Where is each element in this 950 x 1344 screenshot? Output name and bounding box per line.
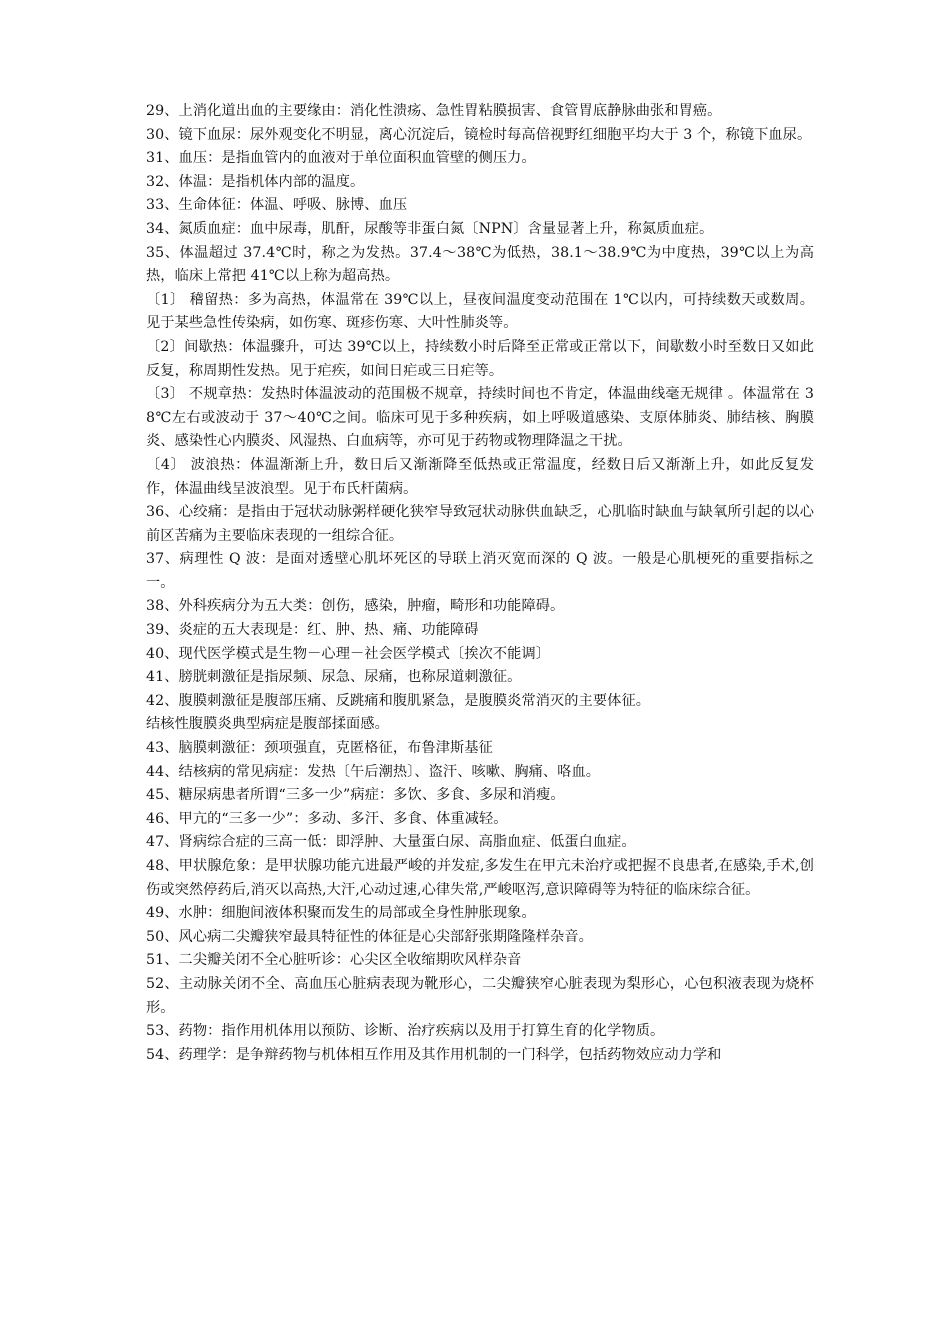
item-49: 49、水肿：细胞间液体积聚而发生的局部或全身性肿胀现象。 bbox=[146, 905, 536, 922]
item-50: 50、风心病二尖瓣狭窄最具特征性的体征是心尖部舒张期隆隆样杂音。 bbox=[146, 928, 593, 945]
item-34: 34、氮质血症：血中尿毒，肌酐，尿酸等非蛋白氮〔NPN〕含量显著上升，称氮质血症。 bbox=[146, 220, 714, 237]
item-35-sub-1: 〔1〕 稽留热：多为高热，体温常在 39℃以上，昼夜间温度变动范围在 1℃以内，可持续数天或数周。见于某些急性传染病，如伤寒、斑疹伤寒、大叶性肺炎等。 bbox=[146, 291, 814, 332]
item-44: 44、结核病的常见病症：发热〔午后潮热〕、盗汗、咳嗽、胸痛、咯血。 bbox=[146, 763, 601, 780]
document-page bbox=[146, 100, 814, 1067]
item-54: 54、药理学：是争辩药物与机体相互作用及其作用机制的一门科学，包括药物效应动力学和 bbox=[146, 1046, 722, 1063]
item-45: 45、糖尿病患者所谓“三多一少”病症：多饮、多食、多尿和消瘦。 bbox=[146, 787, 565, 804]
item-40: 40、现代医学模式是生物－心理－社会医学模式〔挨次不能调〕 bbox=[146, 645, 551, 662]
item-43: 43、脑膜刺激征：颈项强直，克匿格征，布鲁津斯基征 bbox=[146, 740, 493, 757]
item-37: 37、病理性 Q 波：是面对透壁心肌坏死区的导联上消灭宽而深的 Q 波。一般是心肌梗死的重要指标之一。 bbox=[146, 551, 814, 591]
item-53: 53、药物：指作用机体用以预防、诊断、治疗疾病以及用于打算生育的化学物质。 bbox=[146, 1023, 665, 1040]
item-32: 32、体温：是指机体内部的温度。 bbox=[146, 173, 365, 190]
item-51: 51、二尖瓣关闭不全心脏听诊：心尖区全收缩期吹风样杂音 bbox=[146, 952, 522, 969]
item-29: 29、上消化道出血的主要缘由：消化性溃疡、急性胃粘膜损害、食管胃底静脉曲张和胃癌。 bbox=[146, 103, 722, 119]
item-35-sub-2: 〔2〕间歇热：体温骤升，可达 39℃以上，持续数小时后降至正常或正常以下，间歇数小时至数日又如此反复，称周期性发热。见于疟疾，如间日疟或三日疟等。 bbox=[146, 338, 814, 379]
item-42-note: 结核性腹膜炎典型病症是腹部揉面感。 bbox=[146, 716, 389, 733]
item-47: 47、肾病综合症的三高一低：即浮肿、大量蛋白尿、高脂血症、低蛋白血症。 bbox=[146, 834, 636, 851]
item-35-sub-4: 〔4〕 波浪热：体温渐渐上升，数日后又渐渐降至低热或正常温度，经数日后又渐渐上升，如此反复发作，体温曲线呈波浪型。见于布氏杆菌病。 bbox=[146, 456, 814, 497]
item-42: 42、腹膜刺激征是腹部压痛、反跳痛和腹肌紧急，是腹膜炎常消灭的主要体征。 bbox=[146, 692, 651, 709]
item-38: 38、外科疾病分为五大类：创伤，感染，肿瘤，畸形和功能障碍。 bbox=[146, 598, 565, 615]
item-46: 46、甲亢的“三多一少”：多动、多汗、多食、体重减轻。 bbox=[146, 810, 508, 827]
item-35: 35、体温超过 37.4℃时，称之为发热。37.4～38℃为低热，38.1～38.9℃为中度热，39℃以上为高热，临床上常把 41℃以上称为超高热。 bbox=[146, 244, 814, 285]
item-48: 48、甲状腺危象：是甲状腺功能亢进最严峻的并发症,多发生在甲亢未治疗或把握不良患者,在感染,手术,创伤或突然停药后,消灭以高热,大汗,心动过速,心律失常,严峻呕泻,意识障碍等为特征的临床综合征。 bbox=[146, 858, 814, 898]
item-52: 52、主动脉关闭不全、高血压心脏病表现为靴形心，二尖瓣狭窄心脏表现为梨形心，心包积液表现为烧杯形。 bbox=[146, 975, 814, 1016]
item-39: 39、炎症的五大表现是：红、肿、热、痛、功能障碍 bbox=[146, 622, 479, 639]
item-30: 30、镜下血尿：尿外观变化不明显，离心沉淀后，镜检时每高倍视野红细胞平均大于 3 个，称镜下血尿。 bbox=[146, 126, 812, 143]
item-35-sub-3: 〔3〕 不规章热：发热时体温波动的范围极不规章，持续时间也不肯定，体温曲线毫无规律 。体温常在 38℃左右或波动于 37～40℃之间。临床可见于多种疾病，如上呼吸道感染、支原体肺炎、肺结核、胸膜炎、感染性心内膜炎、风湿热、白血病等，亦可见于药物或物理降温之干扰。 bbox=[146, 386, 814, 450]
item-31: 31、血压：是指血管内的血液对于单位面积血管壁的侧压力。 bbox=[146, 150, 536, 167]
item-36: 36、心绞痛：是指由于冠状动脉粥样硬化狭窄导致冠状动脉供血缺乏，心肌临时缺血与缺氧所引起的以心前区苦痛为主要临床表现的一组综合征。 bbox=[146, 504, 814, 544]
item-41: 41、膀胱刺激征是指尿频、尿急、尿痛，也称尿道刺激征。 bbox=[146, 669, 522, 686]
item-33: 33、生命体征：体温、呼吸、脉博、血压 bbox=[146, 197, 408, 214]
